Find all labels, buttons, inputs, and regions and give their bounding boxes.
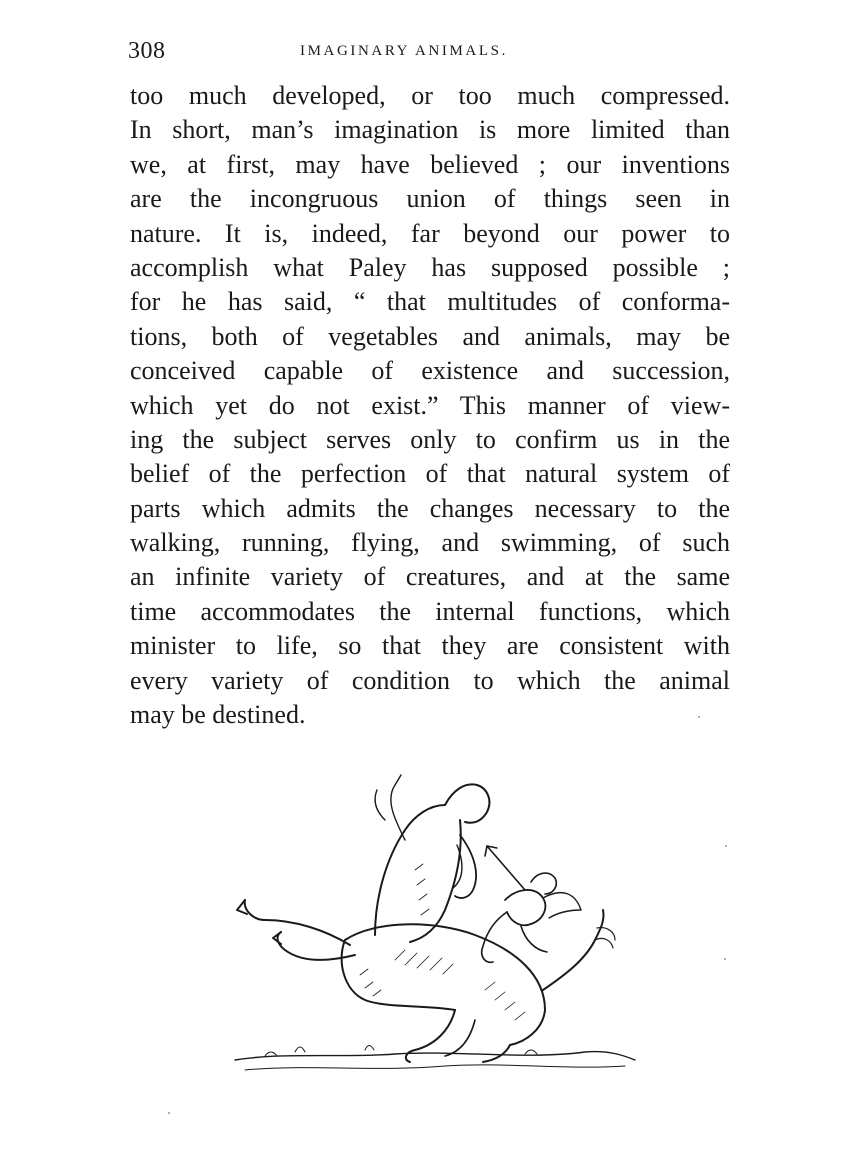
text-line: we, at first, may have believed ; our inventions	[130, 149, 730, 179]
text-line: too much developed, or too much compressed.	[130, 81, 730, 110]
text-line: every variety of condition to which the animal	[130, 665, 730, 695]
page-number: 308	[128, 38, 166, 64]
text-line: walking, running, flying, and swimming, of such	[130, 528, 730, 558]
text-line: nature. It is, indeed, far beyond our power to	[130, 218, 730, 248]
text-line: are the incongruous union of things seen in	[130, 184, 730, 214]
paper-speck	[724, 958, 726, 960]
paper-speck	[698, 716, 700, 718]
paper-speck	[725, 845, 727, 847]
paper-speck	[168, 1112, 170, 1114]
running-title: IMAGINARY ANIMALS.	[300, 43, 508, 59]
text-line: an infinite variety of creatures, and at the same	[130, 562, 730, 592]
text-line: ing the subject serves only to confirm us in the	[130, 424, 730, 454]
text-line: conceived capable of existence and succession,	[130, 356, 730, 386]
text-line: minister to life, so that they are consistent with	[130, 631, 730, 661]
text-line: tions, both of vegetables and animals, may be	[130, 321, 730, 351]
text-line: belief of the perfection of that natural system of	[130, 459, 730, 489]
text-line: may be destined.	[130, 700, 306, 730]
text-line: time accommodates the internal functions, which	[130, 596, 730, 626]
centaur-with-cupid-engraving-icon	[225, 760, 645, 1100]
body-paragraph	[130, 79, 730, 732]
text-line: accomplish what Paley has supposed possible ;	[130, 252, 730, 282]
text-line: parts which admits the changes necessary to the	[130, 493, 730, 523]
text-line: In short, man’s imagination is more limited than	[130, 115, 730, 145]
text-line: which yet do not exist.” This manner of view-	[130, 390, 730, 420]
text-line: for he has said, “ that multitudes of conforma-	[130, 287, 730, 317]
